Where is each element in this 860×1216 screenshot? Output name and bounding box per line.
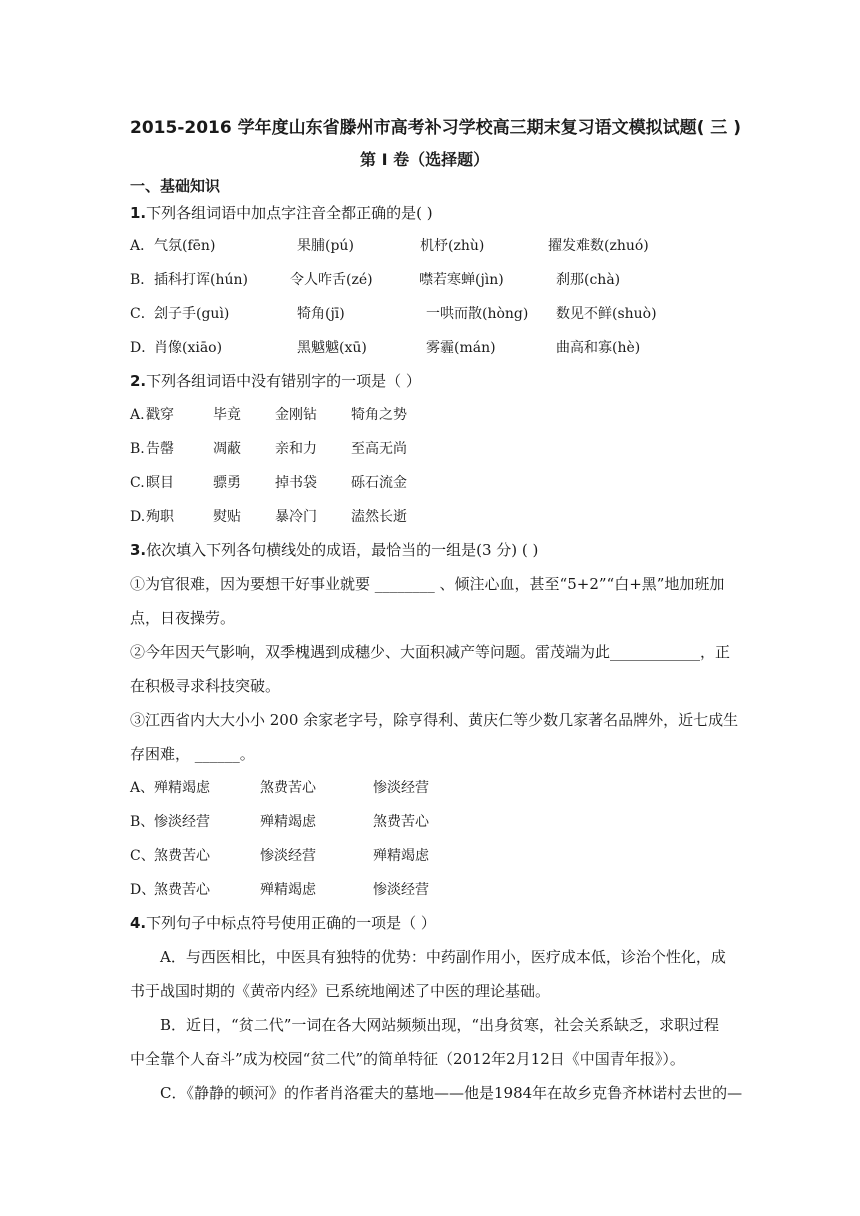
option-item: 戳穿 (146, 407, 174, 423)
option-item: 骠勇 (213, 475, 241, 491)
option-label: A． (130, 238, 155, 254)
volume-heading: 第 I 卷（选择题） (360, 150, 490, 169)
q4-option-c-line-1: C．《静静的顿河》的作者肖洛霍夫的墓地——他是1984年在故乡克鲁齐林诺村去世的— (160, 1084, 743, 1102)
option-item: 殚精竭虑 (373, 848, 429, 864)
option-item: 凋蔽 (213, 441, 241, 457)
question-3-stem (130, 540, 538, 560)
option-label: C、 (130, 848, 155, 864)
option-item: 溘然长逝 (351, 509, 407, 525)
section-heading: 一、基础知识 (130, 177, 221, 195)
option-label: A、 (130, 780, 155, 796)
option-item: 肖像(xiāo) (154, 340, 223, 356)
question-text: 依次填入下列各句横线处的成语，最恰当的一组是(3 分) ( ) (146, 541, 539, 559)
page-title: 2015-2016 学年度山东省滕州市高考补习学校高三期末复习语文模拟试题( 三 ) (130, 118, 741, 138)
question-number: 4. (130, 914, 147, 932)
option-item: 暴冷门 (275, 509, 317, 525)
option-label: D． (130, 340, 156, 356)
option-label: A. (130, 407, 145, 423)
option-item: 机杼(zhù) (420, 238, 485, 254)
option-item: 殚精竭虑 (260, 814, 316, 830)
option-item: 刹那(chà) (556, 272, 621, 288)
option-label: D. (130, 509, 146, 525)
option-item: 瞑目 (146, 475, 174, 491)
question-1-stem (130, 203, 433, 223)
option-item: 黑魆魆(xū) (297, 340, 367, 356)
question-number: 3. (130, 541, 147, 559)
option-item: 犄角(jī) (297, 306, 345, 322)
q4-option-b-line-1: B．近日，“贫二代”一词在各大网站频频出现，“出身贫寒，社会关系缺乏，求职过程 (160, 1016, 720, 1034)
option-item: 至高无尚 (351, 441, 407, 457)
q4-option-b-line-2: 中全靠个人奋斗”成为校园“贫二代”的简单特征（2012年2月12日《中国青年报》）。 (130, 1050, 685, 1068)
question-number: 1. (130, 204, 147, 222)
sentence-2-line-2: 在积极寻求科技突破。 (130, 677, 281, 695)
option-item: 掉书袋 (275, 475, 317, 491)
sentence-3-line-2: 存困难， ______。 (130, 745, 255, 763)
option-item: 果脯(pú) (297, 238, 354, 254)
sentence-3-line-1: ③江西省内大大小小 200 余家老字号，除亨得利、黄庆仁等少数几家著名品牌外，近七成生 (130, 711, 739, 729)
sentence-2-line-1: ②今年因天气影响，双季槐遇到成穗少、大面积减产等问题。雷茂端为此____________，正 (130, 643, 731, 661)
option-item: 插科打诨(hún) (154, 272, 248, 288)
option-item: 惨淡经营 (260, 848, 316, 864)
option-item: 煞费苦心 (154, 848, 210, 864)
option-item: 惨淡经营 (373, 780, 429, 796)
option-label: C. (130, 475, 145, 491)
option-item: 砾石流金 (351, 475, 407, 491)
option-item: 熨贴 (213, 509, 241, 525)
option-item: 煞费苦心 (260, 780, 316, 796)
question-text: 下列各组词语中加点字注音全都正确的是( ) (146, 204, 433, 222)
option-label: B. (130, 441, 145, 457)
option-item: 令人咋舌(zé) (290, 272, 373, 288)
option-item: 惨淡经营 (373, 882, 429, 898)
option-item: 曲高和寡(hè) (556, 340, 641, 356)
option-item: 惨淡经营 (154, 814, 210, 830)
option-item: 殚精竭虑 (260, 882, 316, 898)
sentence-1-line-2: 点，日夜操劳。 (130, 609, 236, 627)
option-item: 一哄而散(hòng) (426, 306, 529, 322)
option-item: 殚精竭虑 (154, 780, 210, 796)
option-item: 噤若寒蝉(jìn) (419, 272, 504, 288)
option-item: 亲和力 (275, 441, 317, 457)
option-item: 金刚钻 (275, 407, 317, 423)
option-item: 气氛(fēn) (154, 238, 216, 254)
question-text: 下列各组词语中没有错别字的一项是（ ） (146, 372, 421, 390)
option-item: 雾霾(mán) (426, 340, 496, 356)
option-item: 毕竟 (213, 407, 241, 423)
option-item: 擢发难数(zhuó) (548, 238, 649, 254)
question-4-stem (130, 913, 436, 933)
q4-option-a-line-1: A．与西医相比，中医具有独特的优势：中药副作用小，医疗成本低，诊治个性化，成 (160, 948, 726, 966)
option-item: 告罄 (146, 441, 174, 457)
option-item: 刽子手(guì) (154, 306, 230, 322)
option-item: 煞费苦心 (154, 882, 210, 898)
question-2-stem (130, 371, 421, 391)
option-label: B． (130, 272, 155, 288)
question-number: 2. (130, 372, 147, 390)
option-item: 犄角之势 (351, 407, 407, 423)
option-item: 数见不鲜(shuò) (556, 306, 657, 322)
option-label: B、 (130, 814, 155, 830)
sentence-1-line-1: ①为官很难，因为要想干好事业就要 ________ 、倾注心血，甚至“5+2”“白+黑”地加班加 (130, 575, 725, 593)
option-item: 殉职 (146, 509, 174, 525)
option-item: 煞费苦心 (373, 814, 429, 830)
option-label: C． (130, 306, 155, 322)
q4-option-a-line-2: 书于战国时期的《黄帝内经》已系统地阐述了中医的理论基础。 (130, 982, 551, 1000)
option-label: D、 (130, 882, 156, 898)
question-text: 下列句子中标点符号使用正确的一项是（ ） (146, 914, 436, 932)
